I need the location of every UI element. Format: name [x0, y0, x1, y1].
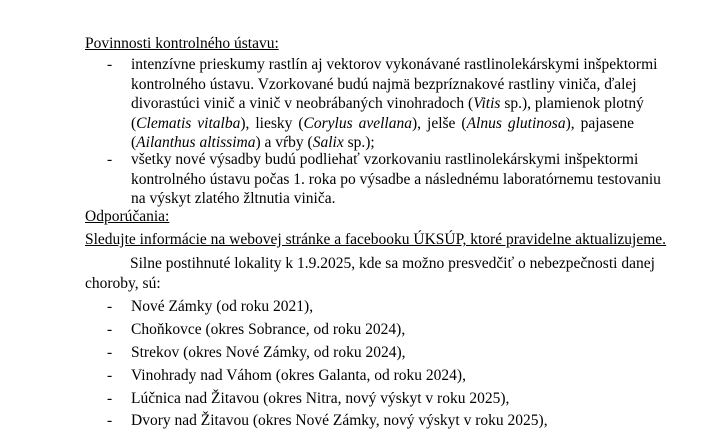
follow-note: Sledujte informácie na webovej stránke a facebooku ÚKSÚP, ktoré pravidelne aktualizujeme. — [85, 231, 667, 248]
locality-item: Lúčnica nad Žitavou (okres Nitra, nový výskyt v roku 2025), — [131, 390, 510, 407]
bullet-dash: - — [107, 390, 113, 407]
intro-line: choroby, sú: — [85, 274, 161, 292]
locality-item: Dvory nad Žitavou (okres Nové Zámky, nový výskyt v roku 2025), — [131, 412, 548, 429]
bullet-dash: - — [107, 56, 113, 73]
duty-line: kontrolného ústavu. Vzorkované budú najmä bezpríznakové rastliny viniča, ďalej — [131, 75, 637, 93]
bullet-dash: - — [107, 298, 113, 315]
localities-intro — [85, 254, 655, 293]
duty-item-new-plantings — [131, 150, 661, 209]
duty-line: (Ailanthus altissima) a vŕby (Salix sp.); — [131, 134, 375, 151]
intro-line: Silne postihnuté lokality k 1.9.2025, kde sa možno presvedčiť o nebezpečnosti danej — [130, 255, 655, 272]
duty-line: (Clematis vitalba), liesky (Corylus avellana), jelše (Alnus glutinosa), pajasene — [131, 114, 634, 132]
section-heading-duties: Povinnosti kontrolného ústavu: — [85, 35, 279, 52]
duty-line: intenzívne prieskumy rastlín aj vektorov vykonávané rastlinolekárskymi inšpektormi — [131, 56, 658, 73]
locality-item: Choňkovce (okres Sobrance, od roku 2024), — [131, 321, 406, 338]
bullet-dash: - — [107, 412, 113, 429]
duty-line: divorastúci vinič a vinič v neobrábaných vinohradoch (Vitis sp.), plamienok plotný — [131, 95, 644, 112]
locality-item: Vinohrady nad Váhom (okres Galanta, od roku 2024), — [131, 367, 466, 384]
locality-item: Nové Zámky (od roku 2021), — [131, 298, 314, 315]
section-heading-recommendations: Odporúčania: — [85, 208, 170, 225]
bullet-dash: - — [107, 344, 113, 361]
locality-item: Strekov (okres Nové Zámky, od roku 2024), — [131, 344, 406, 361]
duty-line: všetky nové výsadby budú podliehať vzorkovaniu rastlinolekárskymi inšpektormi — [131, 151, 639, 168]
bullet-dash: - — [107, 367, 113, 384]
bullet-dash: - — [107, 151, 113, 168]
duty-item-surveys — [131, 55, 658, 153]
duty-line: na výskyt zlatého žltnutia viniča. — [131, 190, 336, 207]
bullet-dash: - — [107, 321, 113, 338]
duty-line: kontrolného ústavu počas 1. roka po výsadbe a následnému laboratórnemu testovaniu — [131, 170, 661, 188]
